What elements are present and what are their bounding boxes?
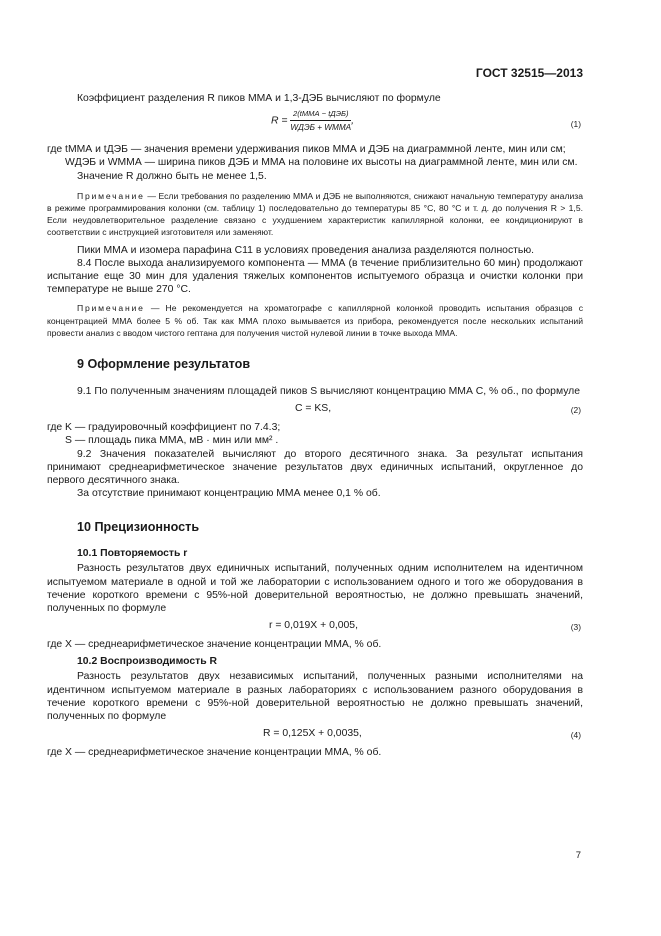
page-content	[47, 92, 583, 760]
formula-1-numerator: 2(tММА − tДЭБ)	[290, 109, 351, 121]
note-2-label: Примечание	[77, 303, 145, 314]
note-1-text: — Если требования по разделению ММА и ДЭБ не выполняются, снижают начальную температуру анализа в режиме программирования колонки (см. таблицу 1) последовательно до температуры 85 °С, 80 °С и т. д. до получения R > 1,5. Если неудовлетворительное разделение связано с ухудшением характеристик капиллярной колонки, ее кондиционируют в соответствии с инструкцией изготовителя или заменяют.	[47, 190, 583, 238]
subsection-10-1-text: Разность результатов двух единичных испытаний, полученных одним исполнителем на идентичном испытуемом материале в одной и той же лаборатории с использованием одного и того же оборудования в течение короткого времени с 95%-ной доверительной вероятностью, не должно превышать значений, полученных по формуле	[47, 563, 583, 615]
note-2	[47, 302, 583, 339]
where-k: где K — градуировочный коэффициент по 7.4.3;	[47, 422, 281, 434]
formula-1-lhs: R =	[271, 115, 288, 127]
note-2-text: — Не рекомендуется на хроматографе с капиллярной колонкой проводить испытания образцов с концентрацией ММА более 5 % об. Так как ММА плохо вымывается из прибора, рекомендуется после нескольких испытаний провести анализ с вводом чистого гептана для получения чистой нулевой линии в точке выхода ММА.	[47, 303, 583, 338]
formula-1	[47, 109, 583, 143]
formula-4-number: (4)	[570, 730, 581, 741]
formula-2	[47, 403, 583, 421]
paragraph-9-2: 9.2 Значения показателей вычисляют до второго десятичного знака. За результат испытания принимают среднеарифметическое значение результатов двух единичных испытаний, округленное до первого десятичного знака.	[47, 448, 583, 487]
subsection-10-2-text: Разность результатов двух независимых испытаний, полученных разными исполнителями на идентичном испытуемом материале в разных лабораториях с использованием разного оборудования в течение короткого времени с 95%-ной доверительной вероятностью не должно превышать значений, полученных по формуле	[47, 671, 583, 723]
formula-4	[47, 728, 583, 746]
subsection-10-2-title: 10.2 Воспроизводимость R	[77, 656, 217, 668]
page-number: 7	[575, 850, 581, 861]
formula-3-expression: r = 0,019X + 0,005,	[269, 620, 358, 632]
formula-2-number: (2)	[570, 405, 581, 416]
paragraph-9-1: 9.1 По полученным значениям площадей пиков S вычисляют концентрацию ММА С, % об., по формуле	[77, 386, 581, 398]
peaks-text: Пики ММА и изомера парафина C11 в условиях проведения анализа разделяются полностью.	[77, 244, 535, 256]
section-10-title: 10 Прецизионность	[77, 520, 200, 535]
absence-text: За отсутствие принимают концентрацию ММА менее 0,1 % об.	[77, 488, 381, 500]
where-x-2: где X — среднеарифметическое значение концентрации ММА, % об.	[47, 747, 382, 759]
formula-2-expression: С = KS,	[295, 403, 332, 415]
where-x-1: где X — среднеарифметическое значение концентрации ММА, % об.	[47, 639, 382, 651]
r-value-requirement: Значение R должно быть не менее 1,5.	[77, 170, 267, 182]
formula-1-number: (1)	[570, 119, 581, 130]
formula-3-number: (3)	[570, 622, 581, 633]
formula-1-denominator: WДЭБ + WММА	[290, 123, 352, 133]
note-1-label: Примечание	[77, 190, 145, 201]
standard-header: ГОСТ 32515—2013	[475, 66, 583, 80]
where-s: S — площадь пика ММА, мВ · мин или мм² .	[65, 435, 279, 447]
formula-3	[47, 620, 583, 638]
paragraph-8-4: 8.4 После выхода анализируемого компонента — ММА (в течение приблизительно 60 мин) продолжают испытание еще 30 мин для удаления тяжелых компонентов испытуемого образца и очистки колонки при температуре не выше 270 °С.	[47, 257, 583, 296]
intro-text: Коэффициент разделения R пиков ММА и 1,3-ДЭБ вычисляют по формуле	[77, 93, 441, 104]
note-1	[47, 190, 583, 239]
section-9-title: 9 Оформление результатов	[77, 357, 251, 372]
subsection-10-1-title: 10.1 Повторяемость r	[77, 548, 188, 560]
formula-1-tail: ,	[351, 115, 355, 127]
formula-1-fraction	[290, 109, 351, 132]
formula-4-expression: R = 0,125X + 0,0035,	[263, 728, 362, 740]
where-1-line1: где tММА и tДЭБ — значения времени удерживания пиков ММА и ДЭБ на диаграммной ленте, мин или см;	[47, 144, 566, 156]
where-1-line2: WДЭБ и WММА — ширина пиков ДЭБ и ММА на половине их высоты на диаграммной ленте, мин или см.	[65, 157, 578, 169]
formula-1-expression	[271, 109, 354, 132]
